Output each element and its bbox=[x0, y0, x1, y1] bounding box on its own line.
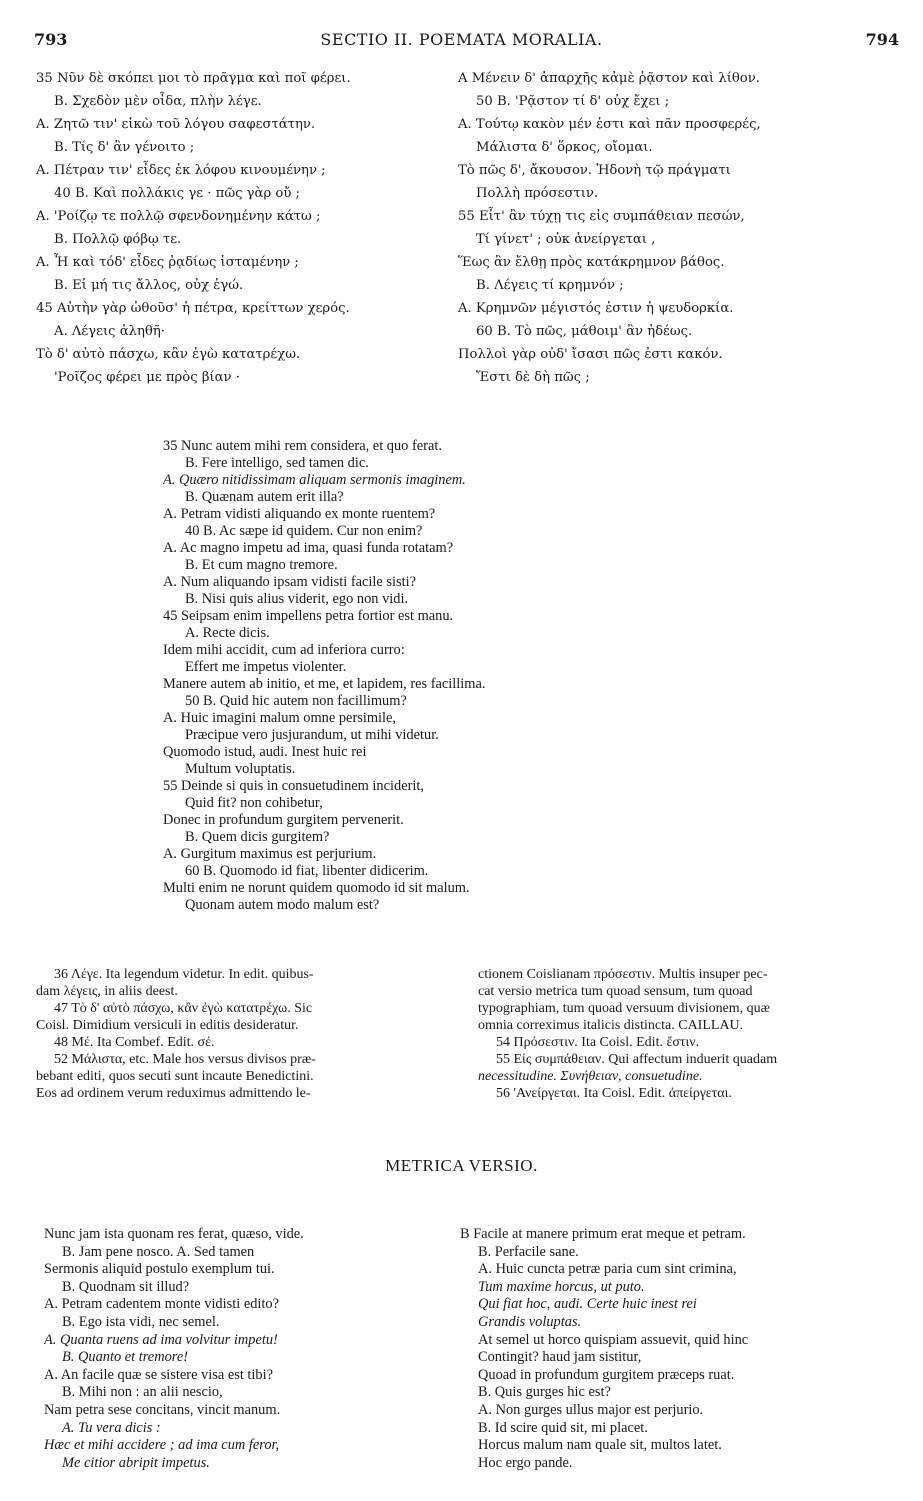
verse-line: Ἔστι δὲ δὴ πῶς ; bbox=[476, 370, 590, 385]
section-title: METRICA VERSIO. bbox=[385, 1156, 538, 1175]
translation-line: A. Num aliquando ipsam vidisti facile sisti? bbox=[163, 574, 416, 590]
translation-line: Multi enim ne norunt quidem quomodo id sit malum. bbox=[163, 880, 470, 896]
notes-left-column bbox=[36, 966, 456, 1102]
footnote-line: 55 Εἰς συμπάθειαν. Qui affectum induerit quadam bbox=[496, 1052, 778, 1067]
footnote-line: 56 'Ανείργεται. Ita Coisl. Edit. ἀπείργεται. bbox=[496, 1086, 732, 1101]
verse-line: 'Ροῖζος φέρει με πρὸς βίαν · bbox=[54, 370, 240, 385]
metrical-line: Nunc jam ista quonam res ferat, quæso, vide. bbox=[44, 1226, 304, 1242]
footnote-line: 52 Μάλιστα, etc. Male hos versus divisos præ- bbox=[54, 1052, 316, 1067]
translation-line: A. Recte dicis. bbox=[185, 625, 270, 641]
verse-line: Μάλιστα δ' ὅρκος, οἴομαι. bbox=[476, 140, 653, 155]
running-title: SECTIO II. POEMATA MORALIA. bbox=[320, 30, 603, 49]
verse-line: B. Τίς δ' ἂν γένοιτο ; bbox=[54, 140, 195, 155]
translation-line: Donec in profundum gurgitem pervenerit. bbox=[163, 812, 404, 828]
metrical-line: B. Quanto et tremore! bbox=[62, 1349, 189, 1366]
footnote-line: 47 Τὸ δ' αὐτὸ πάσχω, κἂν ἐγὼ κατατρέχω. Sic bbox=[54, 1001, 313, 1016]
metrical-line: B. Id scire quid sit, mi placet. bbox=[478, 1419, 648, 1436]
verse-line: A. Κρημνῶν μέγιστός ἐστιν ἡ ψευδορκία. bbox=[458, 301, 734, 316]
verse-line: A. Τούτῳ κακὸν μέν ἐστι καὶ πᾶν προσφερές, bbox=[458, 117, 761, 132]
verse-line: A. Λέγεις ἀληθῆ· bbox=[54, 324, 165, 339]
translation-line: Quonam autem modo malum est? bbox=[185, 897, 380, 913]
translation-line: Præcipue vero jusjurandum, ut mihi videtur. bbox=[185, 727, 439, 743]
metrical-line: Quoad in profundum gurgitem præceps ruat. bbox=[478, 1366, 735, 1383]
metrical-line: Hæc et mihi accidere ; ad ima cum feror, bbox=[44, 1437, 280, 1454]
verse-line: 45 Αὑτὴν γὰρ ὠθοῦσ' ἡ πέτρα, κρείττων χερός. bbox=[36, 301, 350, 316]
latin-translation bbox=[163, 438, 723, 914]
translation-line: 45 Seipsam enim impellens petra fortior est manu. bbox=[163, 608, 454, 624]
metrical-line: A. Huic cuncta petræ paria cum sint crimina, bbox=[478, 1261, 737, 1278]
footnote-line: Coisl. Dimidium versiculi in editis desideratur. bbox=[36, 1018, 299, 1033]
verse-line: Τὸ δ' αὐτὸ πάσχω, κἂν ἐγὼ κατατρέχω. bbox=[36, 347, 301, 362]
translation-line: Idem mihi accidit, cum ad inferiora curro: bbox=[163, 642, 405, 658]
page-number-right: 794 bbox=[865, 30, 899, 49]
footnote-line: omnia correximus italicis distincta. CAILLAU. bbox=[478, 1018, 744, 1033]
page-header bbox=[0, 30, 923, 52]
verse-line: Ἕως ἂν ἔλθῃ πρὸς κατάκρημνον βάθος. bbox=[458, 255, 725, 270]
translation-line: A. Gurgitum maximus est perjurium. bbox=[163, 846, 377, 862]
footnote-line: dam λέγεις, in aliis deest. bbox=[36, 984, 178, 999]
translation-line: A. Petram vidisti aliquando ex monte ruentem? bbox=[163, 506, 436, 522]
translation-line: B. Quem dicis gurgitem? bbox=[185, 829, 330, 845]
footnote-line: typographiam, tum quoad versuum divisionem, quæ bbox=[478, 1001, 771, 1016]
metrical-line: Nam petra sese concitans, vincit manum. bbox=[44, 1401, 281, 1418]
translation-line: 40 B. Ac sæpe id quidem. Cur non enim? bbox=[185, 523, 423, 539]
footnote-line: cat versio metrica tum quoad sensum, tum quoad bbox=[478, 984, 753, 999]
verse-line: B. Πολλῷ φόβῳ τε. bbox=[54, 232, 182, 247]
translation-line: 60 B. Quomodo id fiat, libenter didicerim. bbox=[185, 863, 429, 879]
metrical-line: B. Ego ista vidi, nec semel. bbox=[62, 1313, 220, 1330]
metrical-line: At semel ut horco quispiam assuevit, quid hinc bbox=[478, 1331, 749, 1348]
translation-line: Effert me impetus violenter. bbox=[185, 659, 347, 675]
verse-line: 55 Εἶτ' ἂν τύχῃ τις εἰς συμπάθειαν πεσών, bbox=[458, 209, 745, 224]
page-number-left: 793 bbox=[34, 30, 68, 49]
metrical-line: Contingit? haud jam sistitur, bbox=[478, 1349, 642, 1366]
verse-line: Τὸ πῶς δ', ἄκουσον. Ἡδονὴ τῷ πράγματι bbox=[458, 163, 731, 178]
verse-line: B. Σχεδὸν μὲν οἶδα, πλὴν λέγε. bbox=[54, 94, 262, 109]
verse-line: Πολλὴ πρόσεστιν. bbox=[476, 186, 599, 201]
metrical-line: B. Mihi non : an alii nescio, bbox=[62, 1384, 223, 1401]
translation-line: B. Fere intelligo, sed tamen dic. bbox=[185, 455, 369, 471]
translation-line: Quomodo istud, audi. Inest huic rei bbox=[163, 744, 367, 760]
translation-line: Manere autem ab initio, et me, et lapidem, res facillima. bbox=[163, 676, 486, 692]
metrical-line: A. Petram cadentem monte vidisti edito? bbox=[44, 1296, 279, 1313]
metrical-line: B. Quis gurges hic est? bbox=[478, 1384, 611, 1401]
verse-line: 35 Νῦν δὲ σκόπει μοι τὸ πρᾶγμα καὶ ποῖ φέρει. bbox=[36, 71, 351, 86]
verse-line: B. Εἰ μή τις ἄλλος, οὐχ ἐγώ. bbox=[54, 278, 244, 293]
footnote-line: ctionem Coislianam πρόσεστιν. Multis insuper pec- bbox=[478, 967, 768, 982]
verse-line: 50 B. 'Ρᾷστον τί δ' οὐχ ἔχει ; bbox=[476, 94, 670, 109]
translation-line: A. Huic imagini malum omne persimile, bbox=[163, 710, 397, 726]
notes-right-column bbox=[478, 966, 898, 1102]
greek-text-right-column bbox=[458, 67, 898, 389]
metrical-line: A. Non gurges ullus major est perjurio. bbox=[478, 1401, 704, 1418]
footnote-line: necessitudine. Συνήθειαν, consuetudine. bbox=[478, 1069, 703, 1084]
metrical-line: Tum maxime horcus, ut puto. bbox=[478, 1278, 645, 1295]
footnote-line: 36 Λέγε. Ita legendum videtur. In edit. quibus- bbox=[54, 967, 314, 982]
verse-line: A. Ἦ καὶ τόδ' εἶδες ῥᾳδίως ἱσταμένην ; bbox=[36, 255, 299, 270]
translation-line: 55 Deinde si quis in consuetudinem inciderit, bbox=[163, 778, 424, 794]
metrical-line: A. Quanta ruens ad ima volvitur impetu! bbox=[44, 1331, 278, 1348]
verse-line: A. 'Ροίζῳ τε πολλῷ σφενδονημένην κάτω ; bbox=[36, 209, 321, 224]
metrical-line: Me citior abripit impetus. bbox=[62, 1454, 210, 1471]
footnote-line: 48 Μέ. Ita Combef. Edit. σέ. bbox=[54, 1035, 215, 1050]
verse-line: Πολλοὶ γὰρ οὐδ' ἴσασι πῶς ἐστι κακόν. bbox=[458, 347, 723, 362]
metrical-line: Qui fiat hoc, audi. Certe huic inest rei bbox=[478, 1296, 697, 1313]
metrical-line: Horcus malum nam quale sit, multos latet. bbox=[478, 1437, 722, 1454]
metrical-line: Sermonis aliquid postulo exemplum tui. bbox=[44, 1261, 275, 1278]
translation-line: 35 Nunc autem mihi rem considera, et quo ferat. bbox=[163, 438, 442, 454]
metrical-line: B. Jam pene nosco. A. Sed tamen bbox=[62, 1243, 255, 1260]
metrical-line: Hoc ergo pande. bbox=[478, 1454, 573, 1471]
translation-line: Multum voluptatis. bbox=[185, 761, 296, 777]
metrica-right-column bbox=[460, 1226, 900, 1472]
verse-line: A. Πέτραν τιν' εἶδες ἐκ λόφου κινουμένην ; bbox=[36, 163, 326, 178]
translation-line: B. Quænam autem erit illa? bbox=[185, 489, 344, 505]
verse-line: 60 B. Τὸ πῶς, μάθοιμ' ἂν ἡδέως. bbox=[476, 324, 693, 339]
translation-line: Quid fit? non cohibetur, bbox=[185, 795, 323, 811]
metrical-line: Grandis voluptas. bbox=[478, 1313, 582, 1330]
verse-line: 40 B. Καὶ πολλάκις γε · πῶς γὰρ οὔ ; bbox=[54, 186, 300, 201]
metrica-left-column bbox=[44, 1226, 454, 1472]
translation-line: A. Ac magno impetu ad ima, quasi funda rotatam? bbox=[163, 540, 454, 556]
translation-line: A. Quæro nitidissimam aliquam sermonis imaginem. bbox=[163, 472, 466, 488]
metrical-line: B Facile at manere primum erat meque et petram. bbox=[460, 1226, 746, 1242]
translation-line: B. Et cum magno tremore. bbox=[185, 557, 338, 573]
greek-text-left-column bbox=[36, 67, 456, 389]
verse-line: B. Λέγεις τί κρημνόν ; bbox=[476, 278, 624, 293]
verse-line: A. Ζητῶ τιν' εἰκὼ τοῦ λόγου σαφεστάτην. bbox=[36, 117, 316, 132]
footnote-line: bebant editi, quos secuti sunt incaute Benedictini. bbox=[36, 1069, 314, 1084]
verse-line: Τί γίνετ' ; οὐκ ἀνείργεται , bbox=[476, 232, 656, 247]
footnote-line: Eos ad ordinem verum reduximus admittendo le- bbox=[36, 1086, 311, 1101]
verse-line: A Μένειν δ' ἀπαρχῆς κἀμὲ ῥᾷστον καὶ λίθον. bbox=[458, 71, 760, 86]
metrical-line: A. An facile quæ se sistere visa est tibi? bbox=[44, 1366, 273, 1383]
metrical-line: A. Tu vera dicis : bbox=[62, 1419, 161, 1436]
metrical-line: B. Quodnam sit illud? bbox=[62, 1278, 190, 1295]
metrical-line: B. Perfacile sane. bbox=[478, 1243, 579, 1260]
footnote-line: 54 Πρόσεστιν. Ita Coisl. Edit. ἔστιν. bbox=[496, 1035, 700, 1050]
translation-line: B. Nisi quis alius viderit, ego non vidi. bbox=[185, 591, 409, 607]
translation-line: 50 B. Quid hic autem non facillimum? bbox=[185, 693, 407, 709]
